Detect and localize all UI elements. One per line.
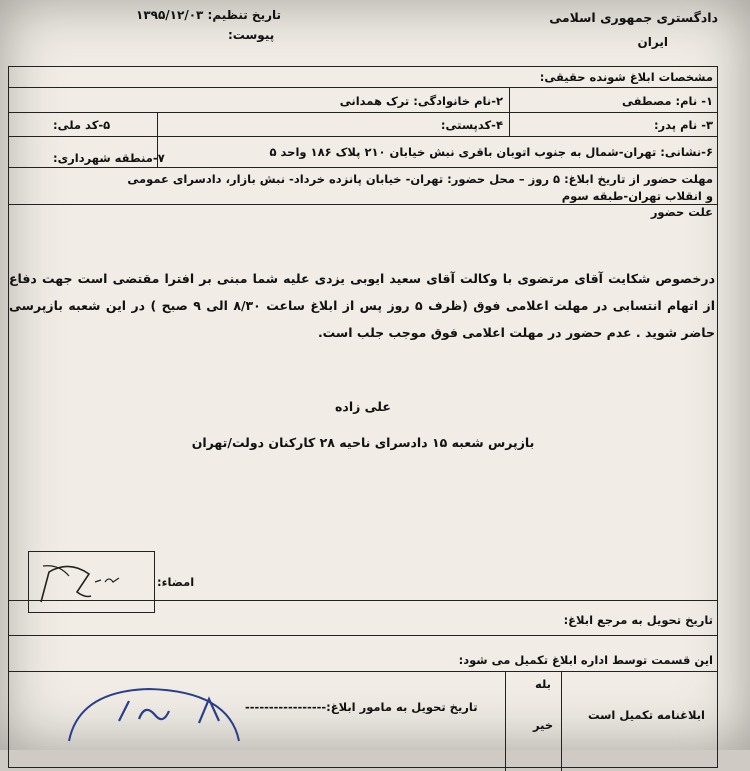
summons-body-text: درخصوص شکایت آقای مرتضوی با وکالت آقای سعید ایوبی یزدی علیه شما مبنی بر افترا مقتضی است جهت دفاع از اتهام انتسابی در مهلت اعلامی فوق (ظرف ۵ روز پس از ابلاغ ساعت ۸/۳۰ الی ۹ صبح ) در این شعبه بازپرسی حاضر شوید . عدم حضور در مهلت اعلامی فوق موجب جلب است. bbox=[9, 271, 715, 340]
signature-label: امضاء: bbox=[157, 575, 195, 589]
court-name-line2: ایران bbox=[637, 35, 668, 49]
delivery-date-field: تاریخ تحویل به مرجع ابلاغ: bbox=[563, 613, 713, 627]
divider bbox=[157, 113, 158, 136]
officer-delivery-date: تاریخ تحویل به مامور ابلاغ:----------------- bbox=[245, 700, 478, 714]
section-title-row bbox=[9, 67, 717, 88]
reason-section bbox=[9, 205, 717, 551]
deadline-row bbox=[9, 168, 717, 205]
father-row bbox=[9, 113, 717, 137]
completion-row bbox=[9, 671, 717, 672]
national-code-field: ۵-کد ملی: bbox=[53, 118, 111, 132]
summons-form bbox=[8, 66, 718, 768]
yes-option: بله bbox=[535, 677, 551, 691]
delivery-divider bbox=[9, 635, 717, 636]
father-name-field: ۳- نام پدر: bbox=[653, 118, 713, 132]
deadline-text: مهلت حضور از تاریخ ابلاغ: ۵ روز – محل حضور: تهران- خیابان پانزده خرداد- نبش بازار، دادسرای عمومی و انقلاب تهران-طبقه سوم bbox=[127, 172, 713, 203]
signer-name: علی زاده bbox=[335, 399, 391, 414]
attachment-label: پیوست: bbox=[228, 28, 275, 42]
first-name-field: ۱- نام: مصطفی bbox=[621, 94, 713, 108]
family-name-field: ۲-نام خانوادگی: ترک همدانی bbox=[339, 94, 503, 108]
address-row bbox=[9, 137, 717, 168]
address-field: ۶-نشانی: تهران-شمال به جنوب اتوبان باقری نبش خیابان ۲۱۰ پلاک ۱۸۶ واحد ۵ bbox=[269, 145, 713, 159]
court-name-line1: دادگستری جمهوری اسلامی bbox=[549, 10, 718, 25]
completed-label: ابلاغنامه تکمیل است bbox=[587, 708, 705, 722]
municipal-district-field: ۷-منطقه شهرداری: bbox=[53, 151, 165, 165]
divider bbox=[505, 671, 506, 771]
reason-label: علت حضور bbox=[650, 205, 713, 219]
divider bbox=[561, 671, 562, 771]
no-option: خیر bbox=[533, 718, 554, 732]
signature-box bbox=[28, 551, 155, 613]
divider bbox=[509, 113, 510, 136]
postal-code-field: ۴-کدپستی: bbox=[440, 118, 503, 132]
divider bbox=[509, 88, 510, 112]
post-section-title: این قسمت توسط اداره ابلاغ تکمیل می شود: bbox=[458, 653, 713, 667]
signature-image bbox=[29, 552, 154, 612]
section-title: مشخصات ابلاغ شونده حقیقی: bbox=[539, 70, 713, 84]
signer-title: بازپرس شعبه ۱۵ دادسرای ناحیه ۲۸ کارکنان دولت/تهران bbox=[191, 435, 535, 450]
issue-date: تاریخ تنظیم: ۱۳۹۵/۱۲/۰۳ bbox=[136, 8, 281, 22]
delivery-date-row bbox=[9, 600, 717, 601]
stamp-mark bbox=[59, 681, 249, 771]
name-row bbox=[9, 88, 717, 113]
